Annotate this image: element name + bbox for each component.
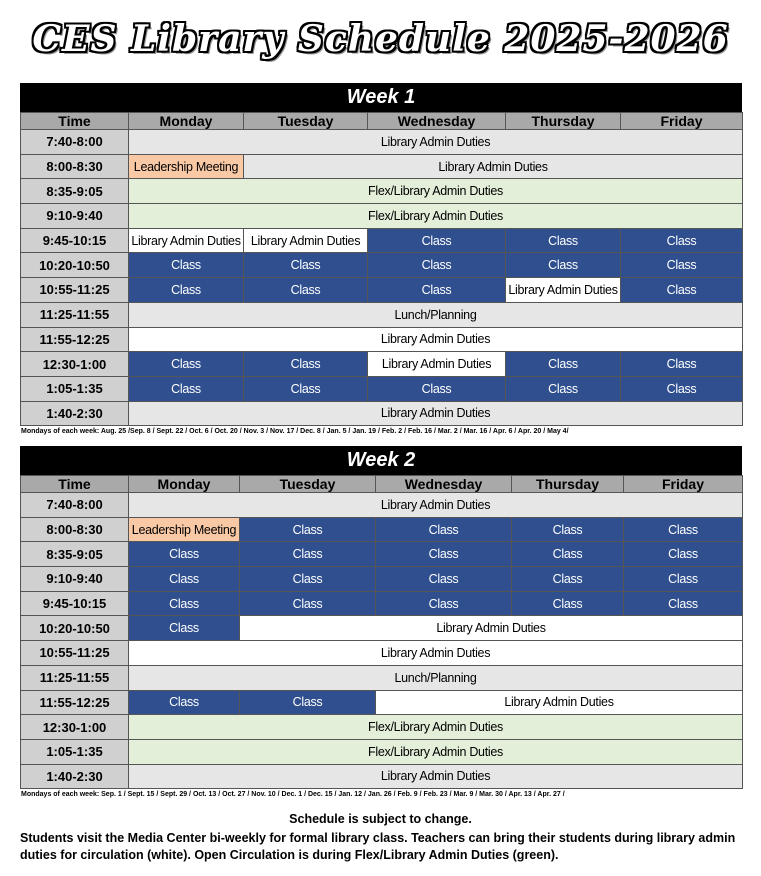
class-cell: Class xyxy=(512,542,624,567)
duty-cell: Library Admin Duties xyxy=(129,401,743,426)
class-cell: Class xyxy=(129,591,240,616)
column-header: Wednesday xyxy=(368,113,506,130)
class-cell: Class xyxy=(244,253,368,278)
meeting-cell: Leadership Meeting xyxy=(129,154,244,179)
duty-cell: Library Admin Duties xyxy=(368,352,506,377)
class-cell: Class xyxy=(129,567,240,592)
duty-cell: Lunch/Planning xyxy=(129,665,743,690)
class-cell: Class xyxy=(624,591,743,616)
class-cell: Class xyxy=(240,567,376,592)
time-cell: 11:55-12:25 xyxy=(21,327,129,352)
duty-cell: Library Admin Duties xyxy=(244,154,743,179)
class-cell: Class xyxy=(624,567,743,592)
class-cell: Class xyxy=(512,517,624,542)
table-row xyxy=(21,253,743,278)
column-header: Tuesday xyxy=(240,476,376,493)
time-cell: 1:40-2:30 xyxy=(21,401,129,426)
time-cell: 7:40-8:00 xyxy=(21,130,129,155)
class-cell: Class xyxy=(376,567,512,592)
class-cell: Class xyxy=(240,542,376,567)
column-header: Monday xyxy=(129,476,240,493)
time-cell: 8:35-9:05 xyxy=(21,542,129,567)
class-cell: Class xyxy=(244,352,368,377)
time-cell: 12:30-1:00 xyxy=(21,352,129,377)
time-cell: 11:55-12:25 xyxy=(21,690,129,715)
class-cell: Class xyxy=(129,616,240,641)
duty-cell: Flex/Library Admin Duties xyxy=(129,715,743,740)
class-cell: Class xyxy=(624,542,743,567)
class-cell: Class xyxy=(621,376,743,401)
table-row xyxy=(21,278,743,303)
class-cell: Class xyxy=(376,591,512,616)
time-cell: 10:20-10:50 xyxy=(21,616,129,641)
class-cell: Class xyxy=(506,228,621,253)
table-row xyxy=(21,764,743,789)
mondays-note: Mondays of each week: Sep. 1 / Sept. 15 / Sept. 29 / Oct. 13 / Oct. 27 / Nov. 10 / Dec. 1 / Dec. 15 / Jan. 12 / Jan. 26 / Feb. 9 / Feb. 23 / Mar. 9 / Mar. 30 / Apr. 13 / Apr. 27 / xyxy=(21,791,565,799)
time-cell: 1:05-1:35 xyxy=(21,739,129,764)
class-cell: Class xyxy=(506,376,621,401)
class-cell: Class xyxy=(129,352,244,377)
class-cell: Class xyxy=(240,690,376,715)
class-cell: Class xyxy=(621,228,743,253)
time-cell: 9:45-10:15 xyxy=(21,228,129,253)
duty-cell: Flex/Library Admin Duties xyxy=(129,179,743,204)
table-row xyxy=(21,352,743,377)
class-cell: Class xyxy=(376,517,512,542)
footer xyxy=(0,812,761,864)
table-row xyxy=(21,154,743,179)
table-row xyxy=(21,641,743,666)
class-cell: Class xyxy=(624,517,743,542)
class-cell: Class xyxy=(129,542,240,567)
class-cell: Class xyxy=(506,352,621,377)
class-cell: Class xyxy=(244,278,368,303)
class-cell: Class xyxy=(512,591,624,616)
time-cell: 10:55-11:25 xyxy=(21,641,129,666)
week-1-schedule xyxy=(20,83,742,438)
class-cell: Class xyxy=(129,376,244,401)
column-header: Thursday xyxy=(512,476,624,493)
mondays-note: Mondays of each week: Aug. 25 /Sep. 8 / Sept. 22 / Oct. 6 / Oct. 20 / Nov. 3 / Nov. 17 / Dec. 8 / Jan. 5 / Jan. 19 / Feb. 2 / Feb. 16 / Mar. 2 / Mar. 16 / Apr. 6 / Apr. 20 / May 4/ xyxy=(21,428,569,436)
time-cell: 9:45-10:15 xyxy=(21,591,129,616)
time-cell: 8:35-9:05 xyxy=(21,179,129,204)
table-row xyxy=(21,327,743,352)
class-cell: Class xyxy=(621,352,743,377)
table-row xyxy=(21,130,743,155)
meeting-cell: Leadership Meeting xyxy=(129,517,240,542)
table-row xyxy=(21,517,743,542)
class-cell: Class xyxy=(240,517,376,542)
class-cell: Class xyxy=(368,376,506,401)
disclaimer: Schedule is subject to change. xyxy=(289,812,472,826)
table-row xyxy=(21,401,743,426)
table-row xyxy=(21,228,743,253)
schedule-table xyxy=(20,475,743,789)
class-cell: Class xyxy=(506,253,621,278)
class-cell: Class xyxy=(376,542,512,567)
table-row xyxy=(21,179,743,204)
week-header: Week 1 xyxy=(20,83,742,112)
duty-cell: Library Admin Duties xyxy=(240,616,743,641)
column-header: Time xyxy=(21,476,129,493)
time-cell: 8:00-8:30 xyxy=(21,154,129,179)
class-cell: Class xyxy=(512,567,624,592)
table-row xyxy=(21,665,743,690)
duty-cell: Library Admin Duties xyxy=(376,690,743,715)
class-cell: Class xyxy=(621,278,743,303)
time-cell: 12:30-1:00 xyxy=(21,715,129,740)
time-cell: 1:40-2:30 xyxy=(21,764,129,789)
class-cell: Class xyxy=(621,253,743,278)
column-header: Tuesday xyxy=(244,113,368,130)
time-cell: 10:20-10:50 xyxy=(21,253,129,278)
duty-cell: Library Admin Duties xyxy=(506,278,621,303)
table-row xyxy=(21,616,743,641)
class-cell: Class xyxy=(129,278,244,303)
footer-info: Students visit the Media Center bi-weekly for formal library class. Teachers can bring their students during library admin duties for circulation (white). Open Circulation is during Flex/Library Admin Duties (green). xyxy=(20,831,736,862)
table-row xyxy=(21,591,743,616)
table-row xyxy=(21,715,743,740)
duty-cell: Library Admin Duties xyxy=(129,130,743,155)
column-header: Friday xyxy=(624,476,743,493)
table-row xyxy=(21,493,743,518)
class-cell: Class xyxy=(240,591,376,616)
table-row xyxy=(21,739,743,764)
class-cell: Class xyxy=(244,376,368,401)
time-cell: 11:25-11:55 xyxy=(21,302,129,327)
time-cell: 1:05-1:35 xyxy=(21,376,129,401)
duty-cell: Library Admin Duties xyxy=(129,327,743,352)
column-header: Friday xyxy=(621,113,743,130)
time-cell: 8:00-8:30 xyxy=(21,517,129,542)
time-cell: 11:25-11:55 xyxy=(21,665,129,690)
duty-cell: Flex/Library Admin Duties xyxy=(129,204,743,229)
table-row xyxy=(21,376,743,401)
table-row xyxy=(21,690,743,715)
week-header: Week 2 xyxy=(20,446,742,475)
class-cell: Class xyxy=(368,278,506,303)
column-header: Time xyxy=(21,113,129,130)
column-header: Thursday xyxy=(506,113,621,130)
column-header: Monday xyxy=(129,113,244,130)
duty-cell: Library Admin Duties xyxy=(129,493,743,518)
time-cell: 9:10-9:40 xyxy=(21,567,129,592)
table-row xyxy=(21,302,743,327)
class-cell: Class xyxy=(368,253,506,278)
time-cell: 9:10-9:40 xyxy=(21,204,129,229)
duty-cell: Library Admin Duties xyxy=(244,228,368,253)
time-cell: 10:55-11:25 xyxy=(21,278,129,303)
duty-cell: Library Admin Duties xyxy=(129,228,244,253)
table-row xyxy=(21,567,743,592)
week-2-schedule xyxy=(20,446,742,801)
table-row xyxy=(21,542,743,567)
duty-cell: Flex/Library Admin Duties xyxy=(129,739,743,764)
time-cell: 7:40-8:00 xyxy=(21,493,129,518)
schedule-table xyxy=(20,112,743,426)
class-cell: Class xyxy=(129,253,244,278)
duty-cell: Lunch/Planning xyxy=(129,302,743,327)
class-cell: Class xyxy=(368,228,506,253)
table-row xyxy=(21,204,743,229)
page-title: CES Library Schedule 2025-2026 xyxy=(32,18,729,60)
duty-cell: Library Admin Duties xyxy=(129,641,743,666)
column-header: Wednesday xyxy=(376,476,512,493)
duty-cell: Library Admin Duties xyxy=(129,764,743,789)
class-cell: Class xyxy=(129,690,240,715)
